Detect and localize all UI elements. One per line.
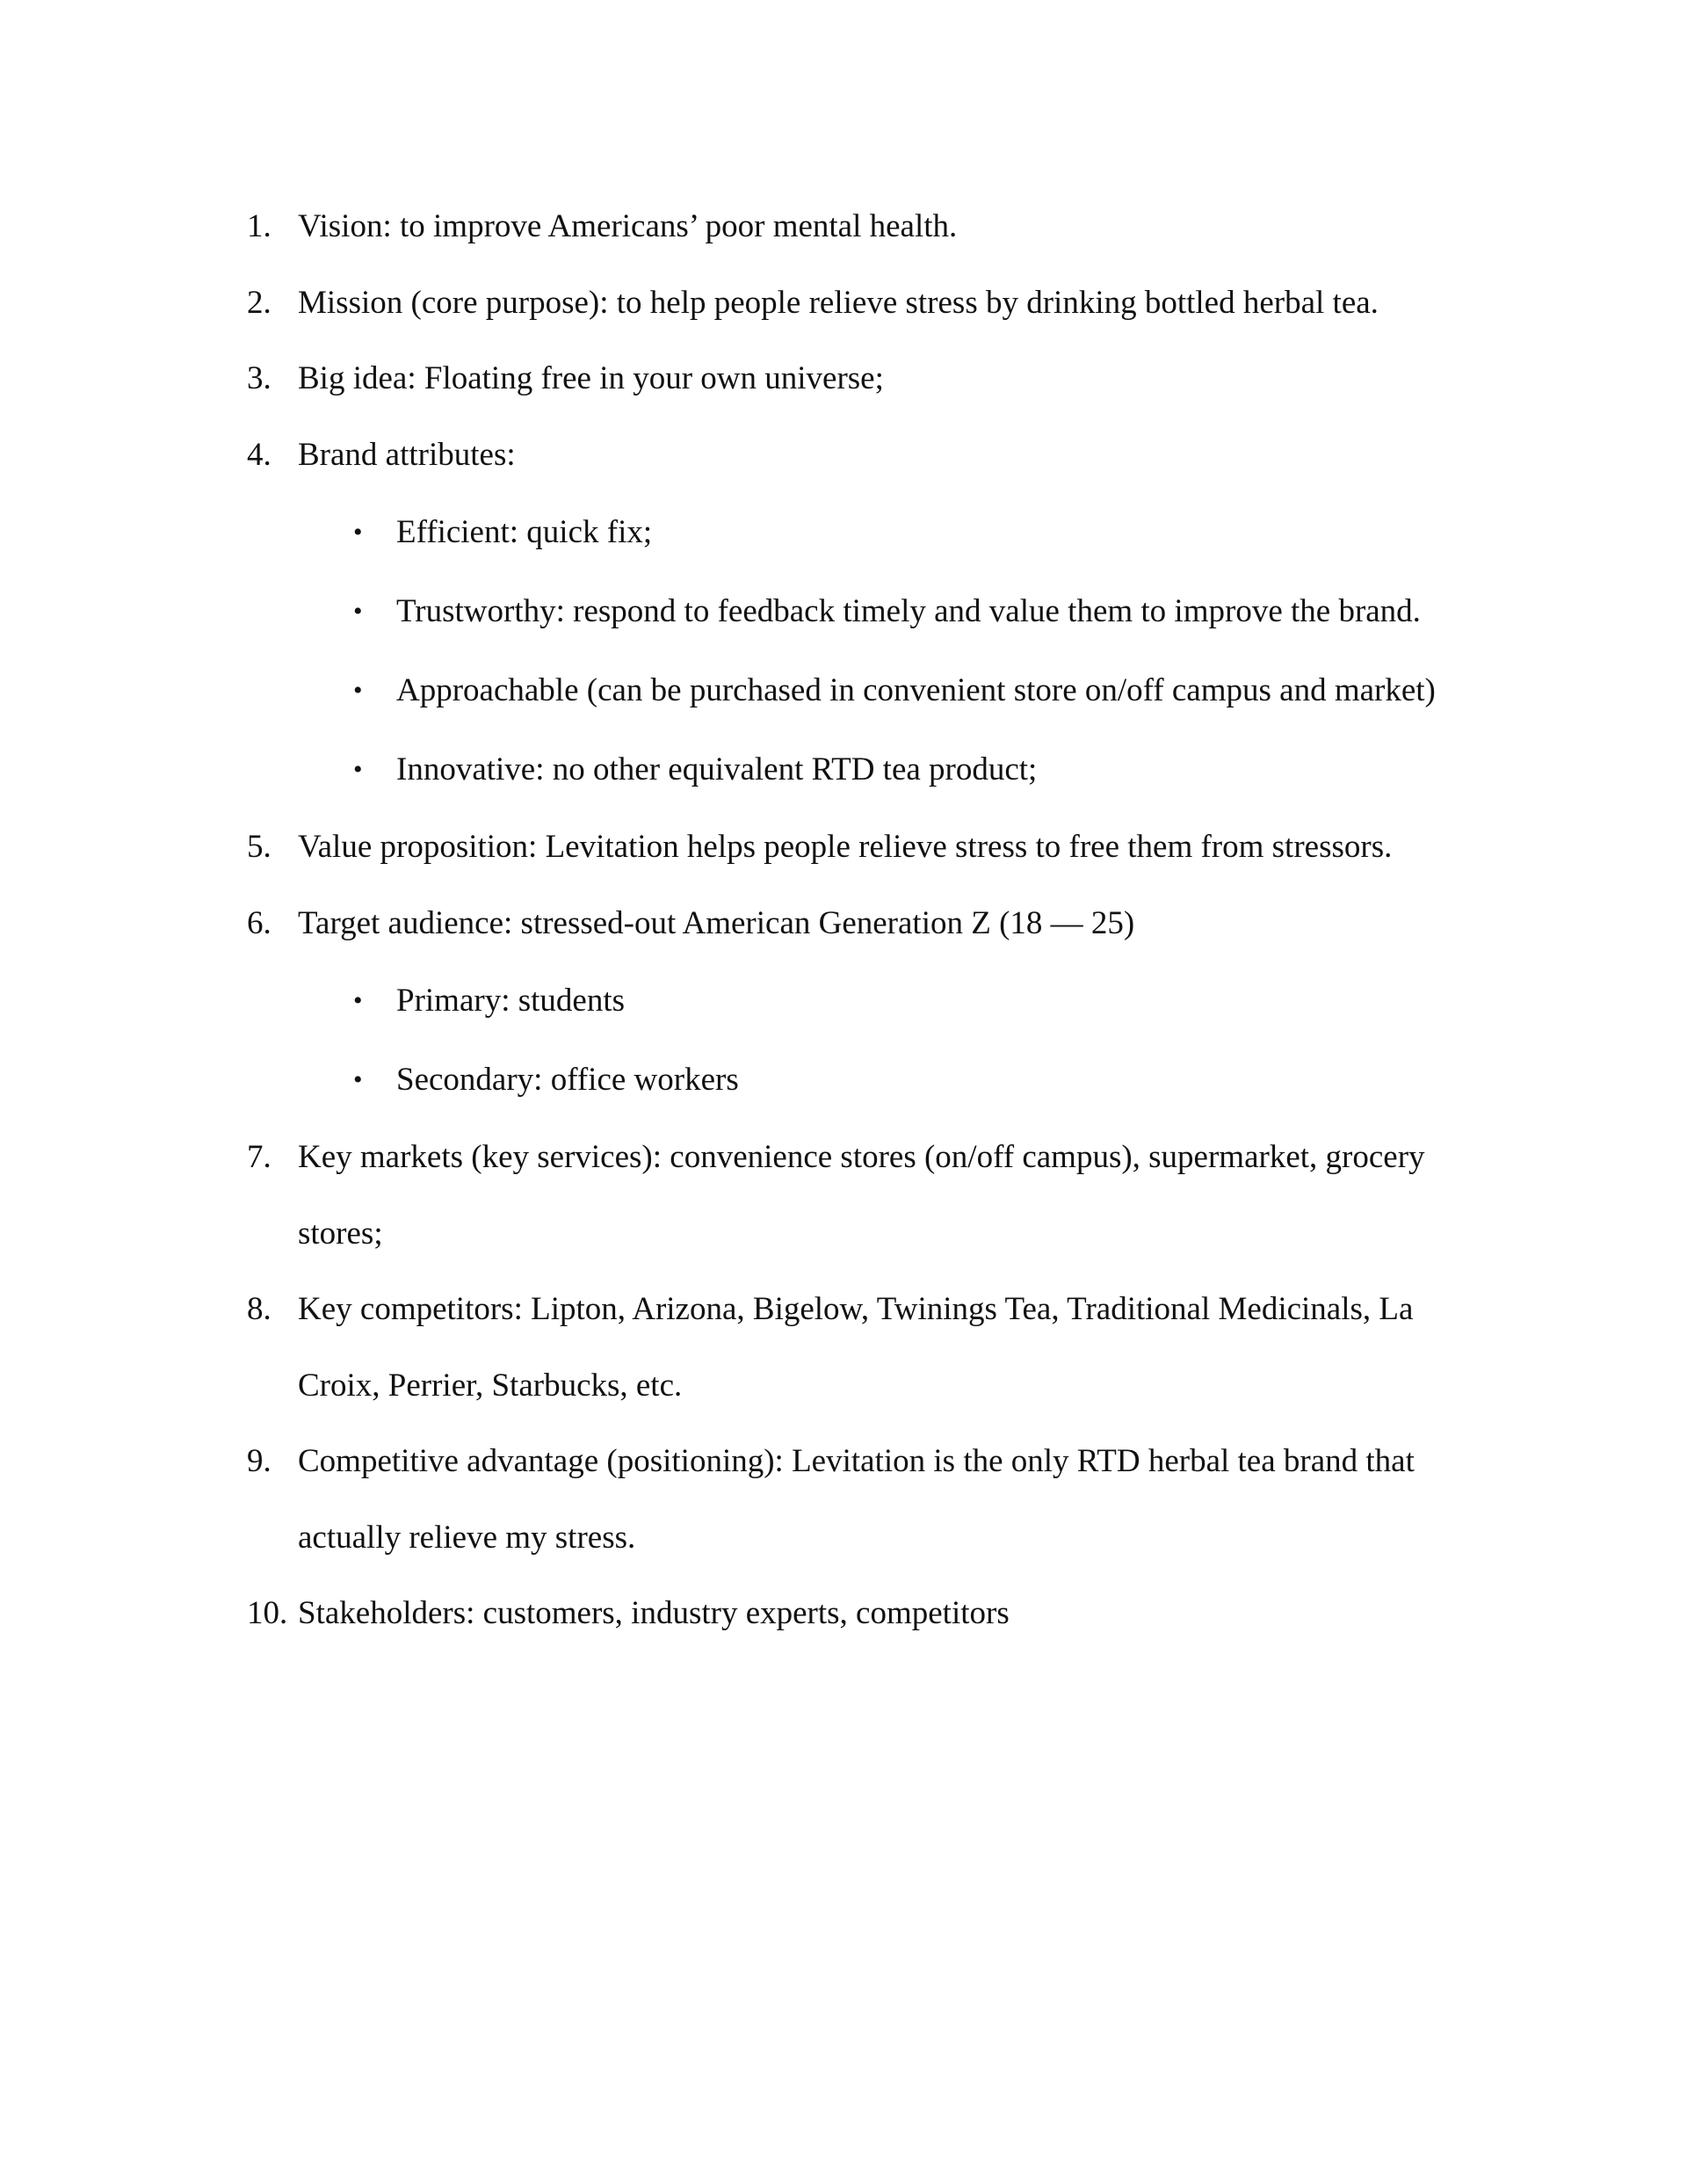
brand-attribute-item: [247, 572, 1477, 651]
bullet-text: Secondary: office workers: [396, 1062, 739, 1098]
brand-attribute-item: [247, 651, 1477, 730]
bullet-icon: •: [353, 1065, 363, 1094]
list-item-6: [247, 886, 1477, 962]
bullet-icon: •: [353, 518, 363, 547]
list-number: 9.: [247, 1443, 272, 1479]
bullet-icon: •: [353, 676, 363, 705]
bullet-text: Primary: students: [396, 983, 626, 1019]
list-item-text: Key competitors: Lipton, Arizona, Bigelow, Twinings Tea, Traditional Medicinals, La Croix, Perrier, Starbucks, etc.: [298, 1291, 1414, 1404]
list-item-4: [247, 417, 1477, 494]
list-number: 7.: [247, 1139, 272, 1175]
list-item-8: [247, 1272, 1477, 1424]
list-item-9: [247, 1424, 1477, 1576]
bullet-icon: •: [353, 755, 363, 784]
list-item-7: [247, 1120, 1477, 1272]
audience-segment-item: [247, 1041, 1477, 1120]
bullet-text: Innovative: no other equivalent RTD tea product;: [396, 751, 1038, 787]
brand-attribute-item: [247, 493, 1477, 572]
list-number: 4.: [247, 436, 272, 473]
list-item-text: Target audience: stressed-out American Generation Z (18 — 25): [298, 904, 1135, 941]
list-item-text: Key markets (key services): convenience stores (on/off campus), supermarket, grocery stores;: [298, 1139, 1425, 1252]
bullet-text: Efficient: quick fix;: [396, 514, 653, 550]
list-item-text: Competitive advantage (positioning): Levitation is the only RTD herbal tea brand that actually relieve my stress.: [298, 1443, 1415, 1556]
list-item-text: Mission (core purpose): to help people relieve stress by drinking bottled herbal tea.: [298, 284, 1379, 321]
list-item-text: Vision: to improve Americans’ poor mental health.: [298, 208, 958, 244]
list-item-2: [247, 265, 1477, 342]
list-item-text: Value proposition: Levitation helps people relieve stress to free them from stressors.: [298, 829, 1393, 865]
list-item-10: [247, 1576, 1477, 1652]
list-item-text: Stakeholders: customers, industry experts, competitors: [298, 1595, 1010, 1631]
list-number: 1.: [247, 208, 272, 244]
list-item-text: Big idea: Floating free in your own universe;: [298, 360, 884, 396]
brand-attribute-item: [247, 730, 1477, 809]
list-item-text: Brand attributes:: [298, 436, 516, 473]
bullet-icon: •: [353, 986, 363, 1015]
list-number: 8.: [247, 1291, 272, 1327]
list-number: 2.: [247, 284, 272, 321]
list-item-3: [247, 341, 1477, 417]
list-number: 5.: [247, 829, 272, 865]
list-number: 3.: [247, 360, 272, 396]
list-item-1: [247, 189, 1477, 265]
bullet-text: Trustworthy: respond to feedback timely and value them to improve the brand.: [396, 593, 1421, 629]
bullet-text: Approachable (can be purchased in convenient store on/off campus and market): [396, 672, 1436, 708]
list-item-5: [247, 809, 1477, 886]
list-number: 10.: [247, 1595, 288, 1631]
list-number: 6.: [247, 904, 272, 941]
numbered-list: [247, 189, 1477, 1652]
audience-segment-item: [247, 961, 1477, 1041]
bullet-icon: •: [353, 597, 363, 626]
